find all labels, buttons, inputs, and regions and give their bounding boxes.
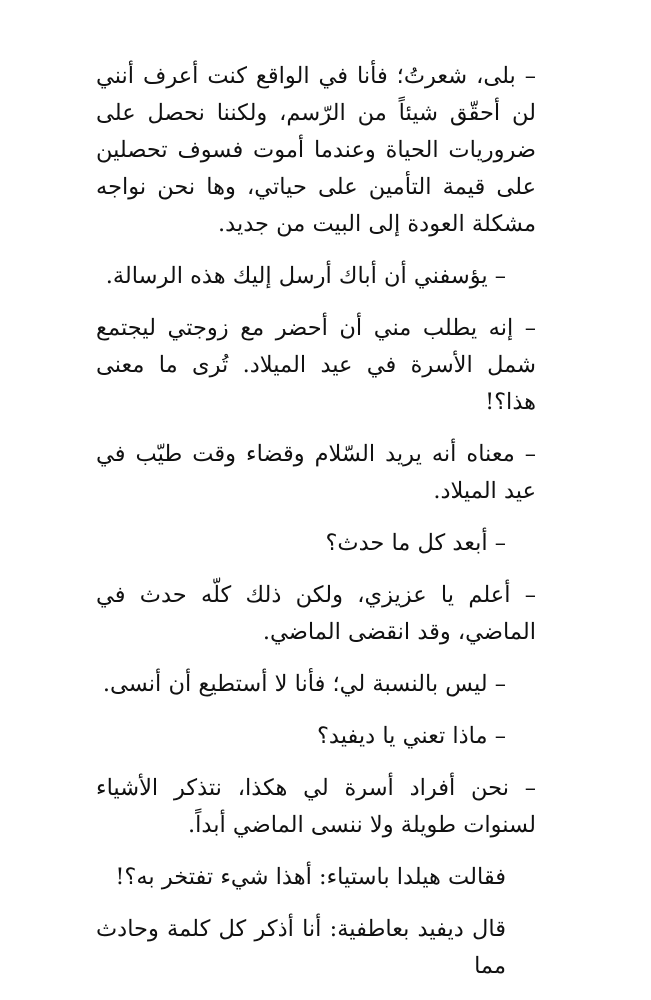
paragraph-dialogue-3: – إنه يطلب مني أن أحضر مع زوجتي ليجتمع شمل الأسرة في عيد الميلاد. تُرى ما معنى هذا؟! [96, 315, 536, 415]
paragraph-dialogue-7: – ليس بالنسبة لي؛ فأنا لا أستطيع أن أنسى. [102, 671, 506, 697]
paragraph-narration-1: فقالت هيلدا باستياء: أهذا شيء تفتخر به؟! [115, 864, 506, 890]
paragraph-dialogue-4: – معناه أنه يريد السّلام وقضاء وقت طيّب في عيد الميلاد. [96, 441, 536, 504]
paragraph-dialogue-2: – يؤسفني أن أباك أرسل إليك هذه الرسالة. [105, 263, 506, 289]
paragraph-dialogue-6: – أعلم يا عزيزي، ولكن ذلك كلّه حدث في الماضي، وقد انقضى الماضي. [96, 582, 536, 645]
paragraph-dialogue-1: – بلى، شعرتُ؛ فأنا في الواقع كنت أعرف أنني لن أحقّق شيئاً من الرّسم، ولكننا نحصل على ضروريات الحياة وعندما أموت فسوف تحصلين على قيمة التأمين على حياتي، وها نحن نواجه مشكلة العودة إلى البيت من جديد. [96, 63, 536, 237]
book-page [96, 58, 536, 1000]
paragraph-narration-2: قال ديفيد بعاطفية: أنا أذكر كل كلمة وحادث مما [96, 916, 506, 979]
paragraph-dialogue-9: – نحن أفراد أسرة لي هكذا، نتذكر الأشياء لسنوات طويلة ولا ننسى الماضي أبداً. [96, 775, 536, 838]
paragraph-dialogue-5: – أبعد كل ما حدث؟ [325, 530, 506, 556]
paragraph-dialogue-8: – ماذا تعني يا ديفيد؟ [316, 723, 506, 749]
